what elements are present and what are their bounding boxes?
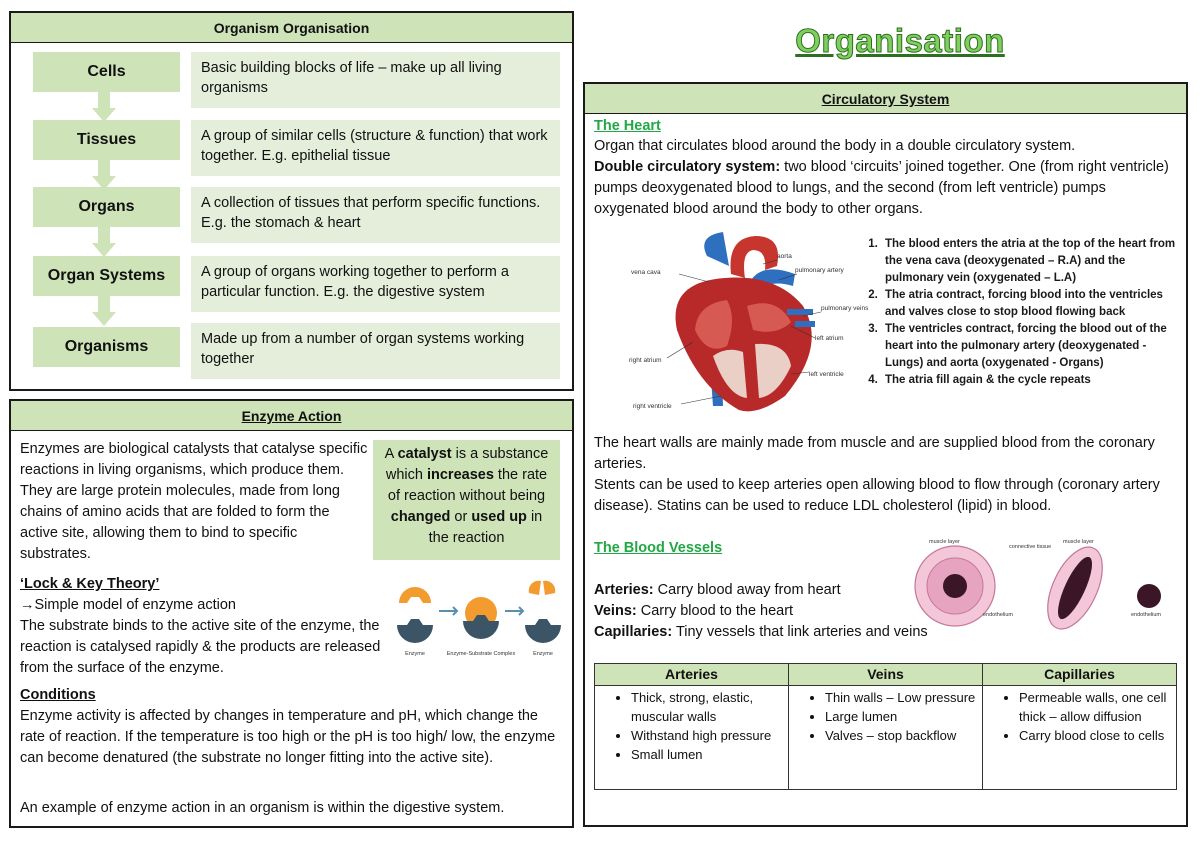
enzyme-action-panel (9, 399, 574, 828)
vessel-label: endothelium (1131, 612, 1161, 618)
heart-step: 2. The atria contract, forcing blood into the ventricles and valves close to stop blood flowing back (881, 287, 1177, 321)
catalyst-text: is a substance which (385, 446, 549, 483)
level-cells: Cells (33, 52, 180, 92)
diagram-label: Enzyme-Substrate Complex (446, 651, 516, 657)
list-item: • Small lumen (631, 745, 782, 764)
enzyme-diagram (393, 575, 563, 663)
catalyst-term: used up (471, 509, 527, 525)
list-item: • Valves – stop backflow (825, 726, 976, 745)
blood-vessels-diagram (913, 536, 1179, 618)
vessels-heading: The Blood Vessels (594, 540, 723, 556)
heart-step: 4. The atria fill again & the cycle repeats (881, 372, 1177, 389)
list-item: • Carry blood close to cells (1019, 726, 1170, 745)
catalyst-definition-box (373, 440, 560, 560)
list-item: • Permeable walls, one cell thick – allow diffusion (1019, 688, 1170, 726)
heart-label: pulmonary veins (821, 305, 869, 312)
circulatory-system-header: Circulatory System (585, 84, 1186, 114)
capillaries-cell (983, 686, 1177, 790)
heart-label: left atrium (815, 335, 844, 342)
heart-label: right ventricle (633, 403, 672, 410)
table-header-arteries: Arteries (595, 664, 789, 686)
heart-intro: Organ that circulates blood around the body in a double circulatory system. (594, 138, 1076, 154)
dcs-text: two blood ‘circuits’ joined together. One (from right ventricle) pumps deoxygenated blood to lungs, and the second (from left ventricle) pumps oxygenated blood around the body to other organs. (594, 159, 1169, 217)
catalyst-text: A (384, 446, 398, 462)
stents-text: Stents can be used to keep arteries open allowing blood to flow through (coronary artery disease). Statins can be used to reduce LDL cholesterol (lipid) in blood. (594, 477, 1160, 514)
list-item: • Withstand high pressure (631, 726, 782, 745)
heart-diagram (627, 226, 869, 414)
heart-step: 1. The blood enters the atria at the top of the heart from the vena cava (deoxygenated – R.A) and the pulmonary vein (oxygenated – L.A) (881, 236, 1177, 287)
arteries-text: Carry blood away from heart (653, 582, 841, 598)
artery-lumen (943, 574, 967, 598)
lock-key-line: →Simple model of enzyme action (20, 597, 236, 613)
level-organisms-desc: Made up from a number of organ systems working together (191, 323, 560, 379)
catalyst-text: or (450, 509, 472, 525)
vessels-comparison-table (594, 663, 1177, 790)
catalyst-term: catalyst (397, 446, 452, 462)
heart-steps-list (855, 236, 1177, 389)
level-organisms: Organisms (33, 327, 180, 367)
veins-label: Veins: (594, 603, 637, 619)
heart-label: vena cava (631, 269, 661, 276)
product-shape (543, 581, 555, 595)
product-shape (529, 581, 541, 595)
arteries-cell (595, 686, 789, 790)
down-arrow-icon (92, 227, 116, 257)
down-arrow-icon (92, 92, 116, 122)
level-organs-desc: A collection of tissues that perform specific functions. E.g. the stomach & heart (191, 187, 560, 243)
table-header-capillaries: Capillaries (983, 664, 1177, 686)
list-item: • Large lumen (825, 707, 976, 726)
down-arrow-icon (92, 160, 116, 190)
lock-key-text: The substrate binds to the active site of the enzyme, the reaction is catalysed rapidly & the products are released from the surface of the enzyme. (20, 618, 381, 676)
substrate-shape (399, 587, 431, 603)
list-item: • Thick, strong, elastic, muscular walls (631, 688, 782, 726)
level-organs: Organs (33, 187, 180, 227)
conditions-text: Enzyme activity is affected by changes in temperature and pH, which change the rate of reaction. If the temperature is too high or the pH is too high/ low, the enzyme can become denatured (the substrate no longer fitting into the active site). (20, 708, 556, 766)
heart-step: 3. The ventricles contract, forcing the blood out of the heart into the pulmonary artery (deoxygenated - Lungs) and aorta (oxygenated - Organs) (881, 321, 1177, 372)
diagram-label: Enzyme (533, 651, 553, 657)
catalyst-term: changed (390, 509, 451, 525)
down-arrow-icon (92, 296, 116, 326)
capillary-cross-section (1137, 584, 1161, 608)
heart-heading: The Heart (594, 118, 661, 134)
conditions-heading: Conditions (20, 687, 96, 703)
vena-cava-shape (704, 232, 729, 266)
heart-label: pulmonary artery (795, 267, 844, 274)
lock-key-heading: ‘Lock & Key Theory’ (20, 576, 160, 592)
vessel-label: muscle layer (1063, 539, 1094, 545)
heart-label: right atrium (629, 357, 662, 364)
dcs-label: Double circulatory system: (594, 159, 781, 175)
enzyme-shape (397, 619, 433, 643)
heart-label: aorta (777, 253, 792, 260)
table-header-veins: Veins (789, 664, 983, 686)
vessel-label: endothelium (983, 612, 1013, 618)
capillaries-text: Tiny vessels that link arteries and veins (672, 624, 928, 640)
veins-text: Carry blood to the heart (636, 603, 794, 619)
vessel-label: muscle layer (929, 539, 960, 545)
catalyst-text: the rate of reaction without being (387, 467, 548, 504)
level-cells-desc: Basic building blocks of life – make up all living organisms (191, 52, 560, 108)
page-title: Organisation (795, 22, 1005, 59)
veins-cell (789, 686, 983, 790)
enzyme-shape (525, 619, 561, 643)
circulatory-system-panel (583, 82, 1188, 827)
list-item: • Thin walls – Low pressure (825, 688, 976, 707)
arteries-label: Arteries: (594, 582, 654, 598)
level-tissues-desc: A group of similar cells (structure & function) that work together. E.g. epithelial tissue (191, 120, 560, 176)
catalyst-term: increases (426, 467, 494, 483)
level-organ-systems: Organ Systems (33, 256, 180, 296)
level-tissues: Tissues (33, 120, 180, 160)
enzyme-action-header: Enzyme Action (11, 401, 572, 431)
veins-def (594, 601, 793, 622)
catalyst-text: in the reaction (428, 509, 543, 546)
level-organ-systems-desc: A group of organs working together to perform a particular function. E.g. the digestive system (191, 256, 560, 312)
vessel-label: connective tissue (1009, 544, 1052, 550)
capillaries-def (594, 622, 928, 643)
capillaries-label: Capillaries: (594, 624, 673, 640)
enzyme-intro: Enzymes are biological catalysts that catalyse specific reactions in living organisms, which produce them. They are large protein molecules, made from long chains of amino acids that are folded to form the active site, allowing them to bind to specific substrates. (20, 441, 368, 562)
diagram-label: Enzyme (405, 651, 425, 657)
enzyme-example: An example of enzyme action in an organism is within the digestive system. (20, 800, 505, 816)
arrow-icon (505, 607, 523, 615)
organism-organisation-panel (9, 11, 574, 391)
organism-organisation-header: Organism Organisation (11, 13, 572, 43)
heart-label: left ventricle (809, 371, 844, 378)
double-circulatory-text (594, 157, 1179, 220)
arteries-def (594, 580, 841, 601)
arrow-icon (439, 607, 457, 615)
heart-walls-text: The heart walls are mainly made from muscle and are supplied blood from the coronary arteries. (594, 435, 1155, 472)
